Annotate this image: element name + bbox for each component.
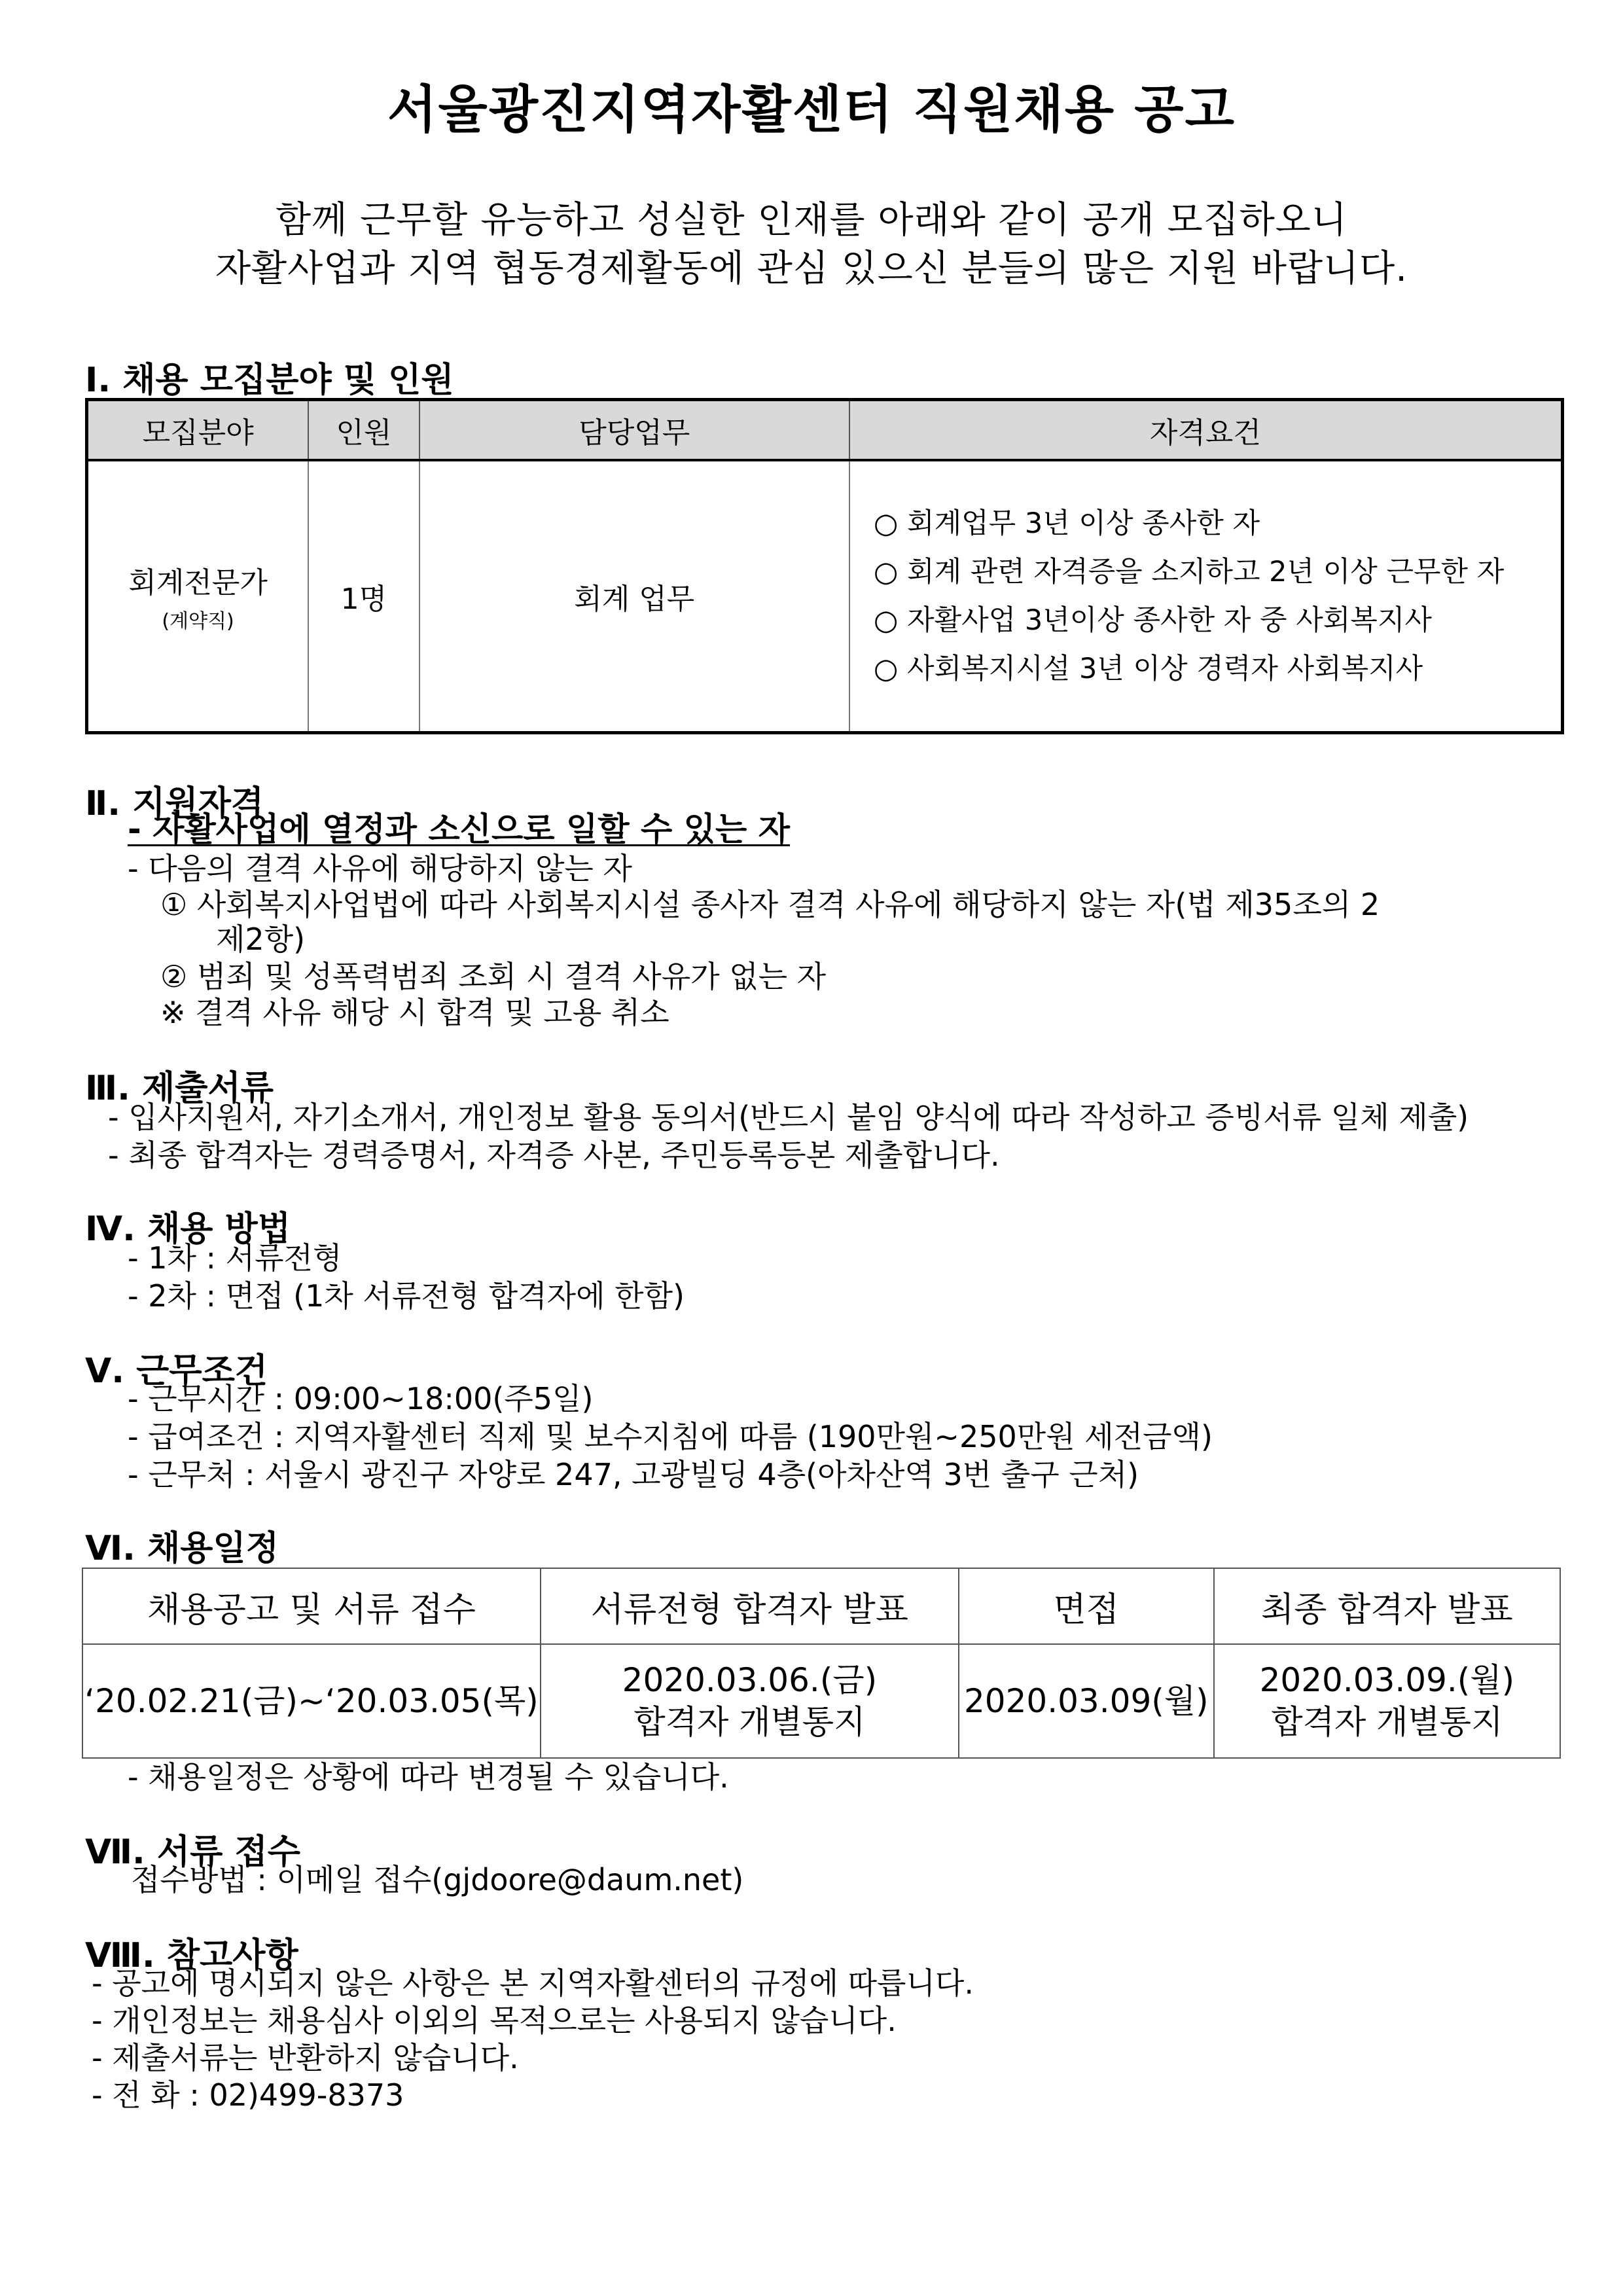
duty-cell: 회계 업무 [419,460,849,733]
reference-line: - 전 화 : 02)499-8373 [92,2077,404,2113]
schedule-cell-text: 합격자 개별통지 [1271,1703,1503,1741]
schedule-cell-text: 2020.03.09(월) [963,1682,1209,1720]
qualification-line: - 다음의 결격 사유에 해당하지 않는 자 [128,851,632,886]
reference-line: - 개인정보는 채용심사 이외의 목적으로는 사용되지 않습니다. [92,2003,897,2038]
schedule-table [82,1568,1561,1759]
condition-line: - 근무시간 : 09:00~18:00(주5일) [128,1381,594,1416]
table-header-cell: 자격요건 [849,400,1563,461]
schedule-cell-text: 2020.03.06.(금) [622,1661,878,1699]
count-cell: 1명 [308,460,419,733]
qualification-line: - 자활사업에 열정과 소신으로 일할 수 있는 자 [128,810,791,848]
page-title: 서울광진지역자활센터 직원채용 공고 [387,81,1236,139]
disqualification-item: 제2항) [216,922,306,957]
condition-line: - 급여조건 : 지역자활센터 직제 및 보수지침에 따름 (190만원~250만원 세전금액) [128,1419,1213,1454]
method-line: - 2차 : 면접 (1차 서류전형 합격자에 한함) [128,1278,685,1314]
schedule-row [82,1644,1560,1758]
schedule-cell-text: 2020.03.09.(월) [1259,1661,1515,1699]
disqualification-item: ② 범죄 및 성폭력범죄 조회 시 결격 사유가 없는 자 [160,959,827,994]
schedule-header-cell: 최종 합격자 발표 [1214,1568,1560,1644]
table-header-cell: 모집분야 [87,400,309,461]
schedule-header-cell: 면접 [959,1568,1214,1644]
schedule-note: - 채용일정은 상황에 따라 변경될 수 있습니다. [128,1759,729,1795]
table-header-cell: 담당업무 [419,400,849,461]
table-header-cell: 인원 [308,400,419,461]
field-name: 회계전문가 [128,566,268,600]
reference-line: - 제출서류는 반환하지 않습니다. [92,2040,519,2075]
requirement-item: ○ 회계업무 3년 이상 종사한 자 [873,507,1260,540]
field-cell [87,460,309,733]
reference-line: - 공고에 명시되지 않은 사항은 본 지역자활센터의 규정에 따릅니다. [92,1965,974,2001]
requirements-cell [849,460,1563,733]
table-row [87,460,1563,733]
schedule-cell [541,1644,959,1758]
section-4-heading: Ⅳ. 채용 방법 [85,1210,291,1249]
field-subtype: (계약직) [162,610,234,633]
section-5-heading: Ⅴ. 근무조건 [85,1352,268,1391]
table-header-row [87,400,1563,461]
section-2-heading: Ⅱ. 지원자격 [85,784,264,823]
section-8-heading: Ⅷ. 참고사항 [85,1936,298,1975]
schedule-header-cell: 서류전형 합격자 발표 [541,1568,959,1644]
submission-method: 접수방법 : 이메일 접수(gjdoore@daum.net) [131,1862,744,1897]
schedule-cell-text: ‘20.02.21(금)~‘20.03.05(목) [84,1682,539,1720]
intro-line: 자활사업과 지역 협동경제활동에 관심 있으신 분들의 많은 지원 바랍니다. [215,247,1408,290]
schedule-header-cell: 채용공고 및 서류 접수 [82,1568,541,1644]
document-line: - 입사지원서, 자기소개서, 개인정보 활용 동의서(반드시 붙임 양식에 따라 작성하고 증빙서류 일체 제출) [108,1100,1469,1135]
section-3-heading: Ⅲ. 제출서류 [85,1069,274,1108]
intro-paragraph [0,196,1623,293]
section-6-heading: Ⅵ. 채용일정 [85,1529,279,1568]
schedule-cell [959,1644,1214,1758]
disqualification-item: ① 사회복지사업법에 따라 사회복지시설 종사자 결격 사유에 해당하지 않는 자(법 제35조의 2 [160,887,1380,922]
requirement-item: ○ 회계 관련 자격증을 소지하고 2년 이상 근무한 자 [873,556,1505,588]
document-line: - 최종 합격자는 경력증명서, 자격증 사본, 주민등록등본 제출합니다. [108,1138,1000,1173]
schedule-cell [1214,1644,1560,1758]
section-1-heading: Ⅰ. 채용 모집분야 및 인원 [85,361,454,400]
method-line: - 1차 : 서류전형 [128,1240,342,1276]
schedule-cell [82,1644,541,1758]
requirement-item: ○ 자활사업 3년이상 종사한 자 중 사회복지사 [873,604,1432,637]
condition-line: - 근무처 : 서울시 광진구 자양로 247, 고광빌딩 4층(아차산역 3번 출구 근처) [128,1457,1139,1492]
disqualification-note: ※ 결격 사유 해당 시 합격 및 고용 취소 [160,995,669,1030]
schedule-cell-text: 합격자 개별통지 [633,1703,866,1741]
recruitment-table [85,398,1564,734]
section-7-heading: Ⅶ. 서류 접수 [85,1833,300,1872]
intro-line: 함께 근무할 유능하고 성실한 인재를 아래와 같이 공개 모집하오니 [276,199,1347,242]
requirement-item: ○ 사회복지시설 3년 이상 경력자 사회복지사 [873,653,1423,685]
schedule-header-row [82,1568,1560,1644]
